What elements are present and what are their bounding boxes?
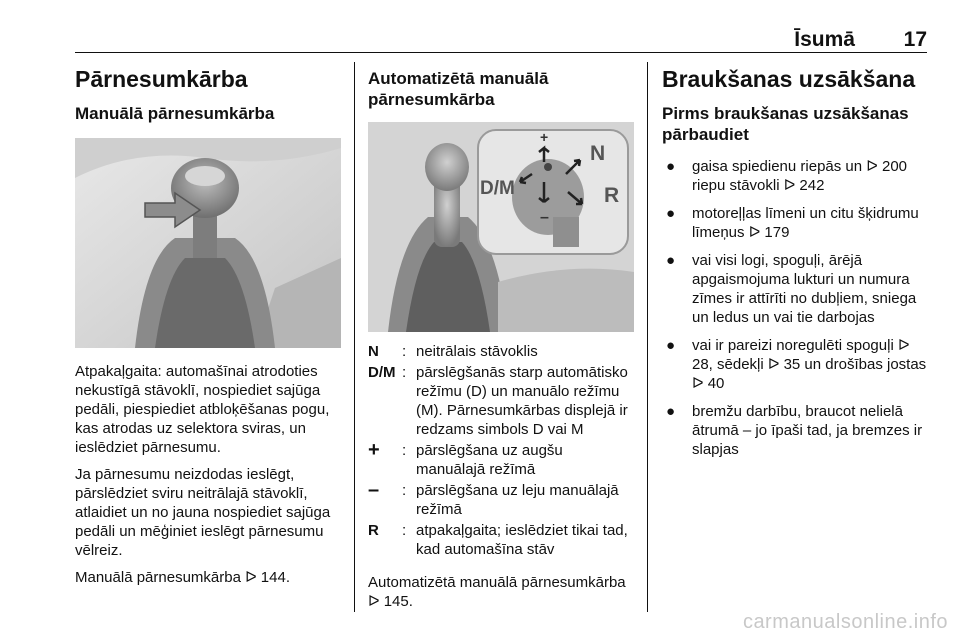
legend-key: N: [368, 343, 379, 360]
list-item: [662, 402, 928, 459]
section-heading: Braukšanas uzsākšana: [662, 66, 916, 92]
header-rule: [75, 52, 927, 53]
list-item-text: motoreļļas līmeni un citu šķidrumu līmeņus ᐅ 179: [692, 205, 919, 241]
bullet-icon: ●: [666, 403, 676, 420]
list-item: [662, 336, 928, 393]
legend-text: atpakaļgaita; ieslēdziet tikai tad, kad automašīna stāv: [416, 522, 628, 558]
legend-text: neitrālais stāvoklis: [416, 343, 538, 360]
list-item-text: gaisa spiedienu riepās un ᐅ 200 riepu stāvokli ᐅ 242: [692, 158, 908, 194]
diagram-label-dm: D/M: [480, 178, 515, 199]
bullet-icon: ●: [666, 205, 676, 222]
page-header: [75, 26, 927, 52]
bullet-icon: ●: [666, 337, 676, 354]
section-heading: Pārnesumkārba: [75, 66, 248, 92]
diagram-label-r: R: [604, 184, 620, 207]
cross-reference: Manuālā pārnesumkārba ᐅ 144.: [75, 569, 290, 586]
legend-key: –: [368, 479, 380, 501]
watermark: carmanualsonline.info: [742, 611, 948, 633]
diagram-label-minus: –: [540, 209, 549, 226]
paragraph: Ja pārnesumu neizdodas ieslēgt, pārslēdziet sviru neitrālajā stāvoklī, atlaidiet un no jauna nospiediet sajūga pedāli un mēģiniet ieslēgt pārnesumu vēlreiz.: [75, 466, 331, 559]
legend-text: pārslēgšana uz leju manuālajā režīmā: [416, 482, 619, 518]
paragraph: Atpakaļgaita: automašīnai atrodoties nekustīgā stāvoklī, nospiediet sajūga pedāli, piespiediet atbloķēšanas pogu, kas atrodas uz selektora sviras, un ieslēdziet pārnesumu.: [75, 363, 330, 456]
legend-list: [368, 342, 634, 559]
automated-gear-selector-image: [368, 122, 634, 332]
legend-key: D/M: [368, 364, 396, 381]
legend-text: pārslēgšanās starp automātisko režīmu (D) un manuālo režīmu (M). Pārnesumkārbas displejā ir redzams simbols D vai M: [416, 364, 628, 438]
legend-item: N : neitrālais stāvoklis: [368, 342, 634, 361]
legend-text: pārslēgšana uz augšu manuālajā režīmā: [416, 442, 563, 478]
page-number: 17: [903, 28, 927, 51]
checklist: [662, 157, 928, 459]
section-subheading: Manuālā pārnesumkārba: [75, 104, 275, 123]
legend-item: + : pārslēgšana uz augšu manuālajā režīmā: [368, 441, 634, 479]
diagram-label-n: N: [590, 142, 606, 165]
legend-key: R: [368, 522, 379, 539]
list-item-text: bremžu darbību, braucot nelielā ātrumā – jo īpaši tad, ja bremzes ir slapjas: [692, 403, 923, 458]
list-item-text: vai visi logi, spoguļi, ārējā apgaismojuma lukturi un numura zīmes ir attīrīti no dubļiem, sniega un ledus un vai tie darbojas: [692, 252, 917, 326]
bullet-icon: ●: [666, 158, 676, 175]
section-subheading: Automatizētā manuālā pārnesumkārba: [368, 69, 549, 109]
legend-item: – : pārslēgšana uz leju manuālajā režīmā: [368, 481, 634, 519]
column-divider: [647, 62, 648, 612]
list-item: [662, 204, 928, 242]
list-item: [662, 251, 928, 327]
header-title: Īsumā: [794, 28, 855, 51]
legend-item: R : atpakaļgaita; ieslēdziet tikai tad, kad automašīna stāv: [368, 521, 634, 559]
section-subheading: Pirms braukšanas uzsākšanas pārbaudiet: [662, 104, 909, 144]
list-item: [662, 157, 928, 195]
legend-item: D/M : pārslēgšanās starp automātisko režīmu (D) un manuālo režīmu (M). Pārnesumkārbas displejā ir redzams simbols D vai M: [368, 363, 634, 439]
column-divider: [354, 62, 355, 612]
cross-reference: Automatizētā manuālā pārnesumkārba ᐅ 145.: [368, 574, 626, 610]
column-automated-manual: [368, 58, 634, 619]
bullet-icon: ●: [666, 252, 676, 269]
column-manual-transmission: [75, 58, 341, 595]
list-item-text: vai ir pareizi noregulēti spoguļi ᐅ 28, sēdekļi ᐅ 35 un drošības jostas ᐅ 40: [692, 337, 927, 392]
diagram-label-plus: +: [540, 129, 549, 145]
manual-gear-lever-image: [75, 138, 341, 348]
column-starting-driving: [662, 58, 928, 468]
legend-key: +: [368, 439, 380, 461]
